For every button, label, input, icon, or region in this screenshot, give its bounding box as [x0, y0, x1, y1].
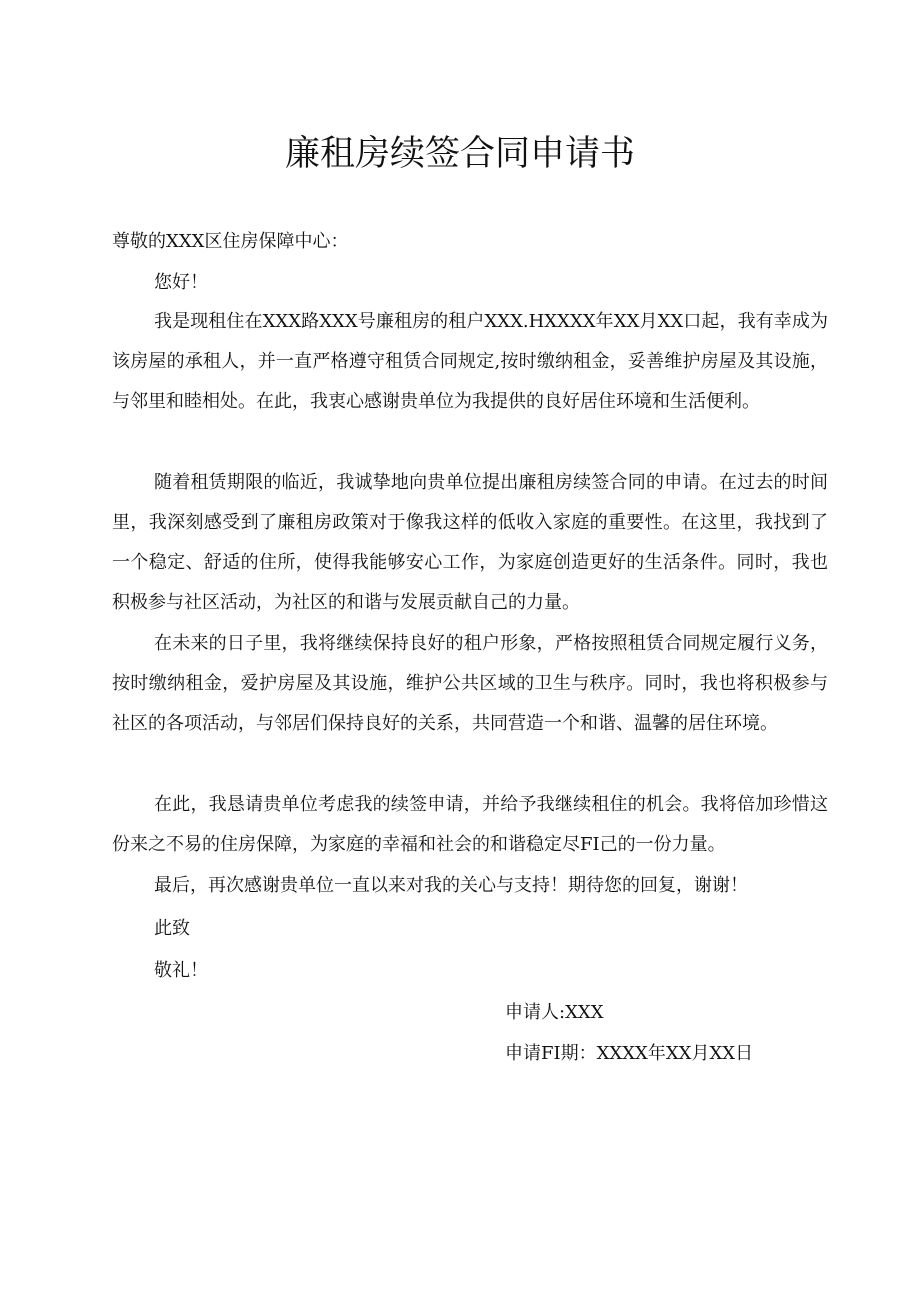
- paragraph-renewal-request: 随着租赁期限的临近，我诚挚地向贵单位提出廉租房续签合同的申请。在过去的时间里，我深刻感受到了廉租房政策对于像我这样的低收入家庭的重要性。在这里，我找到了一个稳定、舒适的住所，使得我能够安心工作，为家庭创造更好的生活条件。同时，我也积极参与社区活动，为社区的和谐与发展贡献自己的力量。: [112, 472, 828, 613]
- closing-line-1: 此致: [154, 918, 190, 939]
- closing-line-2: 敬礼！: [154, 960, 208, 981]
- application-date: 申请FI期：XXXX年XX月XX日: [505, 1043, 754, 1064]
- paragraph-future-commitment: 在未来的日子里，我将继续保持良好的租户形象，严格按照租赁合同规定履行义务，按时缴纳租金，爱护房屋及其设施，维护公共区域的卫生与秩序。同时，我也将积极参与社区的各项活动，与邻居们保持良好的关系，共同营造一个和谐、温馨的居住环境。: [112, 633, 828, 734]
- paragraph-plea: 在此，我恳请贵单位考虑我的续签申请，并给予我继续租住的机会。我将倍加珍惜这份来之不易的住房保障，为家庭的幸福和社会的和谐稳定尽FI己的一份力量。: [112, 794, 828, 855]
- salutation: 尊敬的XXX区住房保障中心：: [112, 231, 349, 252]
- applicant-signature: 申请人:XXX: [505, 1002, 604, 1023]
- document-title: 廉租房续签合同申请书: [284, 134, 635, 174]
- paragraph-thanks: 最后，再次感谢贵单位一直以来对我的关心与支持！期待您的回复，谢谢！: [154, 875, 748, 896]
- greeting: 您好！: [154, 272, 208, 293]
- paragraph-tenancy-intro: 我是现租住在XXX路XXX号廉租房的租户XXX.HXXXX年XX月XX口起，我有幸成为该房屋的承租人，并一直严格遵守租赁合同规定,按时缴纳租金，妥善维护房屋及其设施，与邻里和睦相处。在此，我衷心感谢贵单位为我提供的良好居住环境和生活便利。: [112, 311, 828, 412]
